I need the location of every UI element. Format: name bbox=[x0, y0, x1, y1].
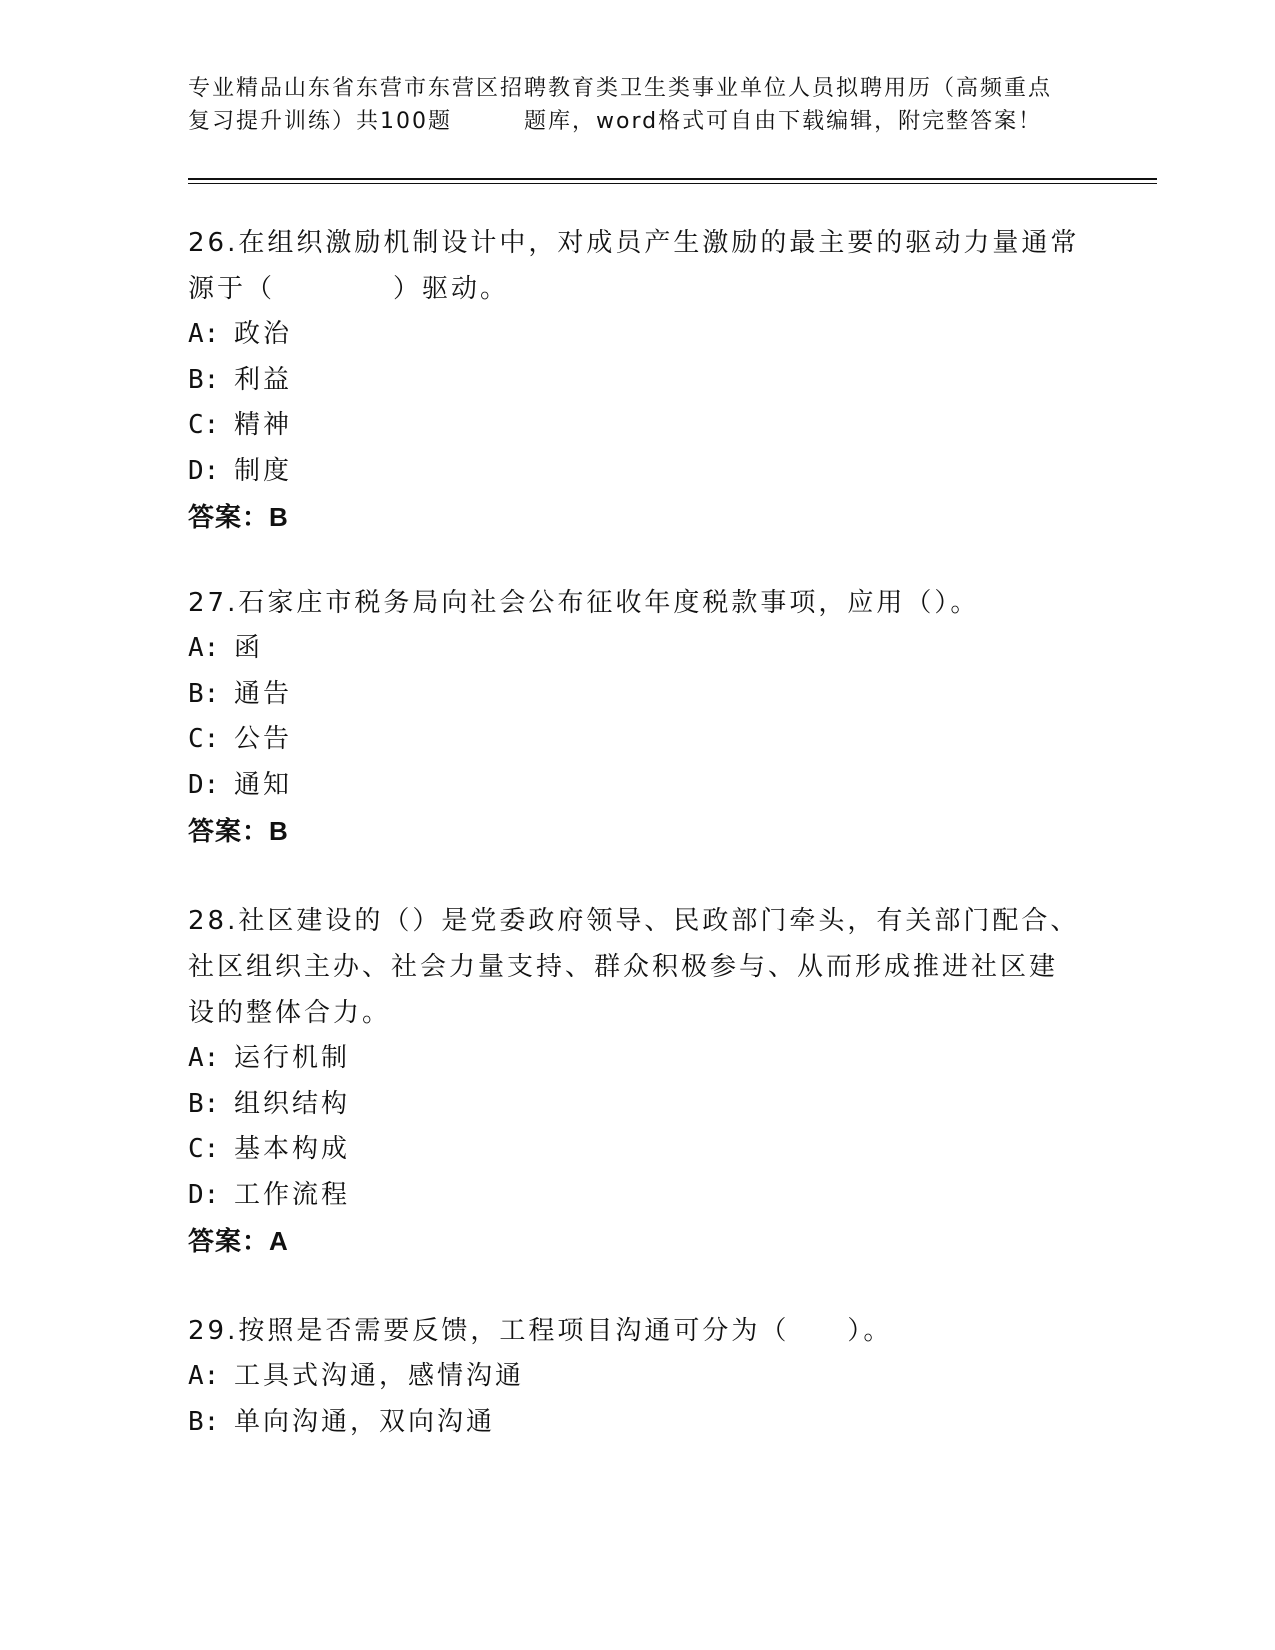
answer-line bbox=[188, 494, 1088, 541]
option-a bbox=[188, 626, 1088, 672]
question-text-line-1-b: ）。 bbox=[847, 1316, 893, 1346]
option-text: 通告 bbox=[234, 678, 293, 709]
answer-label: 答案： bbox=[188, 503, 270, 533]
option-c bbox=[188, 1127, 1088, 1173]
question-text bbox=[188, 1308, 1088, 1354]
option-text: 利益 bbox=[234, 364, 293, 395]
option-text: 函 bbox=[234, 633, 264, 663]
header-rule-thick bbox=[188, 178, 1157, 180]
question-text-line-3: 设的整体合力。 bbox=[188, 998, 392, 1028]
question-text bbox=[188, 580, 1088, 626]
header-line-2 bbox=[188, 105, 1088, 138]
option-text: 制度 bbox=[234, 455, 293, 486]
question-text bbox=[188, 220, 1088, 266]
option-letter: A: bbox=[188, 319, 220, 349]
answer-value: A bbox=[269, 1226, 289, 1256]
question-text-line-1: 社区建设的（）是党委政府领导、民政部门牵头，有关部门配合、 bbox=[238, 906, 1080, 936]
header-line-2-part-b: 题库，word格式可自由下载编辑，附完整答案！ bbox=[524, 109, 1043, 134]
option-letter: A: bbox=[188, 633, 220, 663]
option-text: 基本构成 bbox=[234, 1134, 351, 1164]
question-29 bbox=[188, 1308, 1088, 1445]
answer-label: 答案： bbox=[188, 1227, 270, 1257]
option-d bbox=[188, 1173, 1088, 1219]
option-letter: C: bbox=[188, 410, 220, 440]
option-letter: B: bbox=[188, 1406, 220, 1437]
option-letter: B: bbox=[188, 1088, 220, 1119]
question-27 bbox=[188, 580, 1088, 855]
option-b bbox=[188, 358, 1088, 404]
option-a bbox=[188, 1354, 1088, 1400]
question-text-line-1-a: 按照是否需要反馈，工程项目沟通可分为（ bbox=[238, 1316, 790, 1346]
option-b bbox=[188, 1082, 1088, 1128]
option-letter: B: bbox=[188, 364, 220, 395]
option-letter: D: bbox=[188, 455, 220, 486]
document-header bbox=[188, 72, 1088, 138]
header-rule-thin bbox=[188, 183, 1157, 184]
question-text bbox=[188, 898, 1088, 944]
option-b bbox=[188, 672, 1088, 718]
header-line-1: 专业精品山东省东营市东营区招聘教育类卫生类事业单位人员拟聘用历（高频重点 bbox=[188, 76, 1053, 101]
option-text: 通知 bbox=[234, 769, 293, 800]
question-text-line-1: 石家庄市税务局向社会公布征收年度税款事项，应用（）。 bbox=[238, 588, 980, 618]
question-text-line-2: 社区组织主办、社会力量支持、群众积极参与、从而形成推进社区建 bbox=[188, 952, 1059, 982]
option-b bbox=[188, 1400, 1088, 1446]
option-text: 政治 bbox=[234, 319, 293, 349]
option-text: 工具式沟通，感情沟通 bbox=[234, 1361, 525, 1391]
question-text bbox=[188, 266, 1088, 312]
option-text: 单向沟通，双向沟通 bbox=[234, 1406, 496, 1437]
option-a bbox=[188, 1036, 1088, 1082]
question-number: 27. bbox=[188, 588, 239, 618]
question-26 bbox=[188, 220, 1088, 541]
option-text: 精神 bbox=[234, 410, 293, 440]
option-c bbox=[188, 403, 1088, 449]
option-letter: A: bbox=[188, 1361, 220, 1391]
option-letter: C: bbox=[188, 724, 220, 754]
option-letter: C: bbox=[188, 1134, 220, 1164]
answer-line bbox=[188, 1218, 1088, 1265]
answer-label: 答案： bbox=[188, 817, 270, 847]
option-text: 工作流程 bbox=[234, 1179, 351, 1210]
option-a bbox=[188, 312, 1088, 358]
option-d bbox=[188, 449, 1088, 495]
answer-value: B bbox=[269, 502, 289, 532]
option-letter: B: bbox=[188, 678, 220, 709]
question-text-line-1: 在组织激励机制设计中，对成员产生激励的最主要的驱动力量通常 bbox=[238, 228, 1080, 258]
option-c bbox=[188, 717, 1088, 763]
option-letter: D: bbox=[188, 1179, 220, 1210]
question-number: 26. bbox=[188, 228, 239, 258]
answer-line bbox=[188, 808, 1088, 855]
question-text-line-2-b: ）驱动。 bbox=[393, 274, 510, 304]
option-text: 运行机制 bbox=[234, 1043, 351, 1073]
option-text: 公告 bbox=[234, 724, 293, 754]
header-line-2-part-a: 复习提升训练）共100题 bbox=[188, 109, 452, 134]
option-letter: D: bbox=[188, 769, 220, 800]
question-text-line-2-a: 源于（ bbox=[188, 274, 276, 304]
question-number: 28. bbox=[188, 906, 239, 936]
question-28 bbox=[188, 898, 1088, 1265]
option-letter: A: bbox=[188, 1043, 220, 1073]
option-d bbox=[188, 763, 1088, 809]
answer-value: B bbox=[269, 816, 289, 846]
option-text: 组织结构 bbox=[234, 1088, 351, 1119]
question-number: 29. bbox=[188, 1316, 239, 1346]
